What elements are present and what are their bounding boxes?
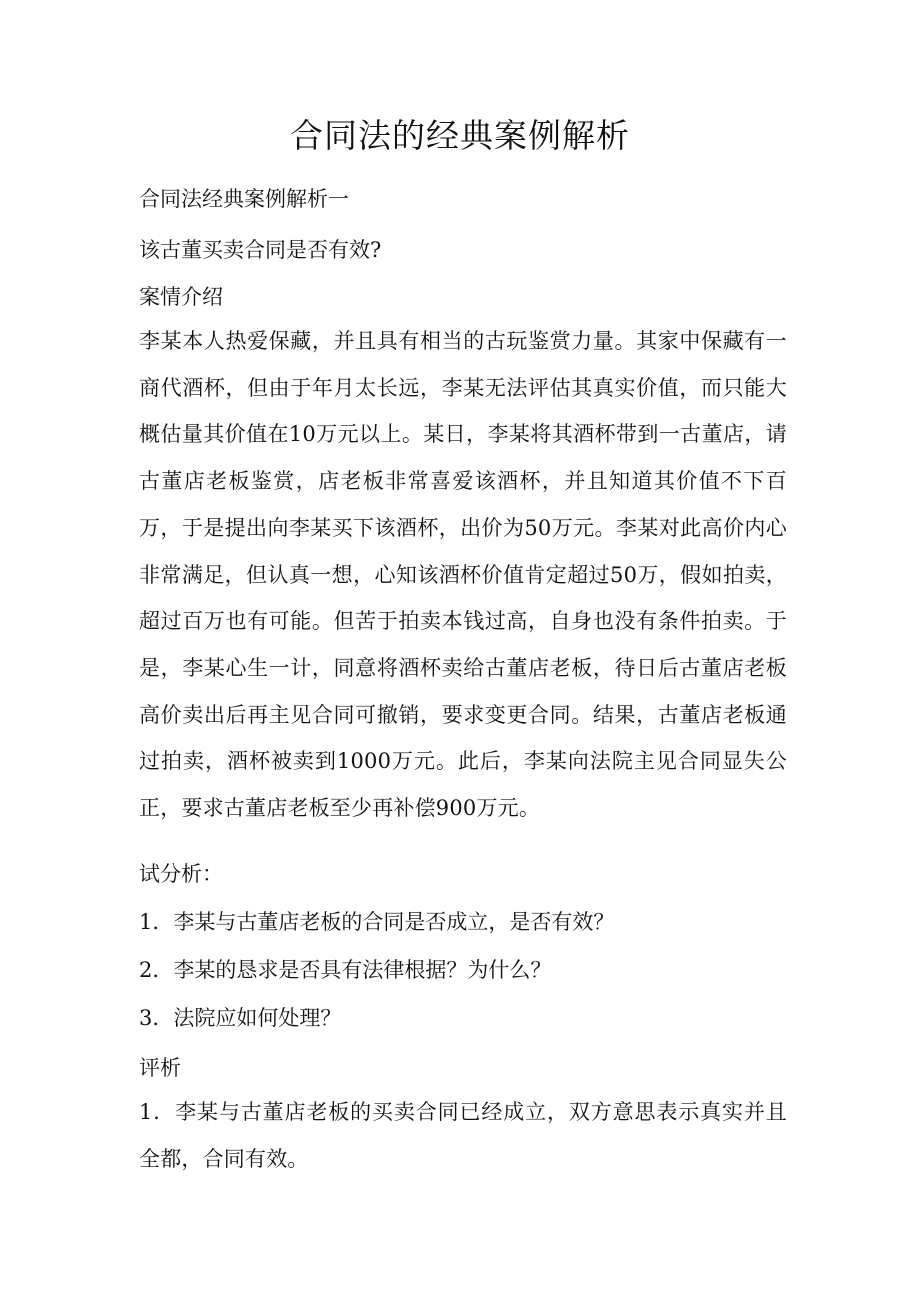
analysis-prompt: 试分析： [139,862,223,886]
question-heading: 该古董买卖合同是否有效? [139,238,382,262]
section-heading: 合同法经典案例解析一 [139,187,349,211]
case-body-paragraph: 李某本人热爱保藏，并且具有相当的古玩鉴赏力量。其家中保藏有一商代酒杯，但由于年月太长远，李某无法评估其真实价值，而只能大概估量其价值在10万元以上。某日，李某将其酒杯带到一古董店，请古董店老板鉴赏，店老板非常喜爱该酒杯，并且知道其价值不下百万，于是提出向李某买下该酒杯，出价为50万元。李某对此高价内心非常满足，但认真一想，心知该酒杯价值肯定超过50万，假如拍卖，超过百万也有可能。但苦于拍卖本钱过高，自身也没有条件拍卖。于是，李某心生一计，同意将酒杯卖给古董店老板，待日后古董店老板高价卖出后再主见合同可撤销，要求变更合同。结果，古董店老板通过拍卖，酒杯被卖到1000万元。此后，李某向法院主见合同显失公正，要求古董店老板至少再补偿900万元。 [139,329,787,821]
case-intro-label: 案情介绍 [139,285,223,309]
question-item-1: 1．李某与古董店老板的合同是否成立，是否有效？ [139,910,615,934]
commentary-label: 评析 [139,1056,181,1080]
document-title: 合同法的经典案例解析 [290,116,630,155]
question-item-3: 3．法院应如何处理？ [139,1006,342,1030]
commentary-paragraph: 1．李某与古董店老板的买卖合同已经成立，双方意思表示真实并且全都，合同有效。 [139,1100,787,1171]
question-item-2: 2．李某的恳求是否具有法律根据？为什么？ [139,958,552,982]
